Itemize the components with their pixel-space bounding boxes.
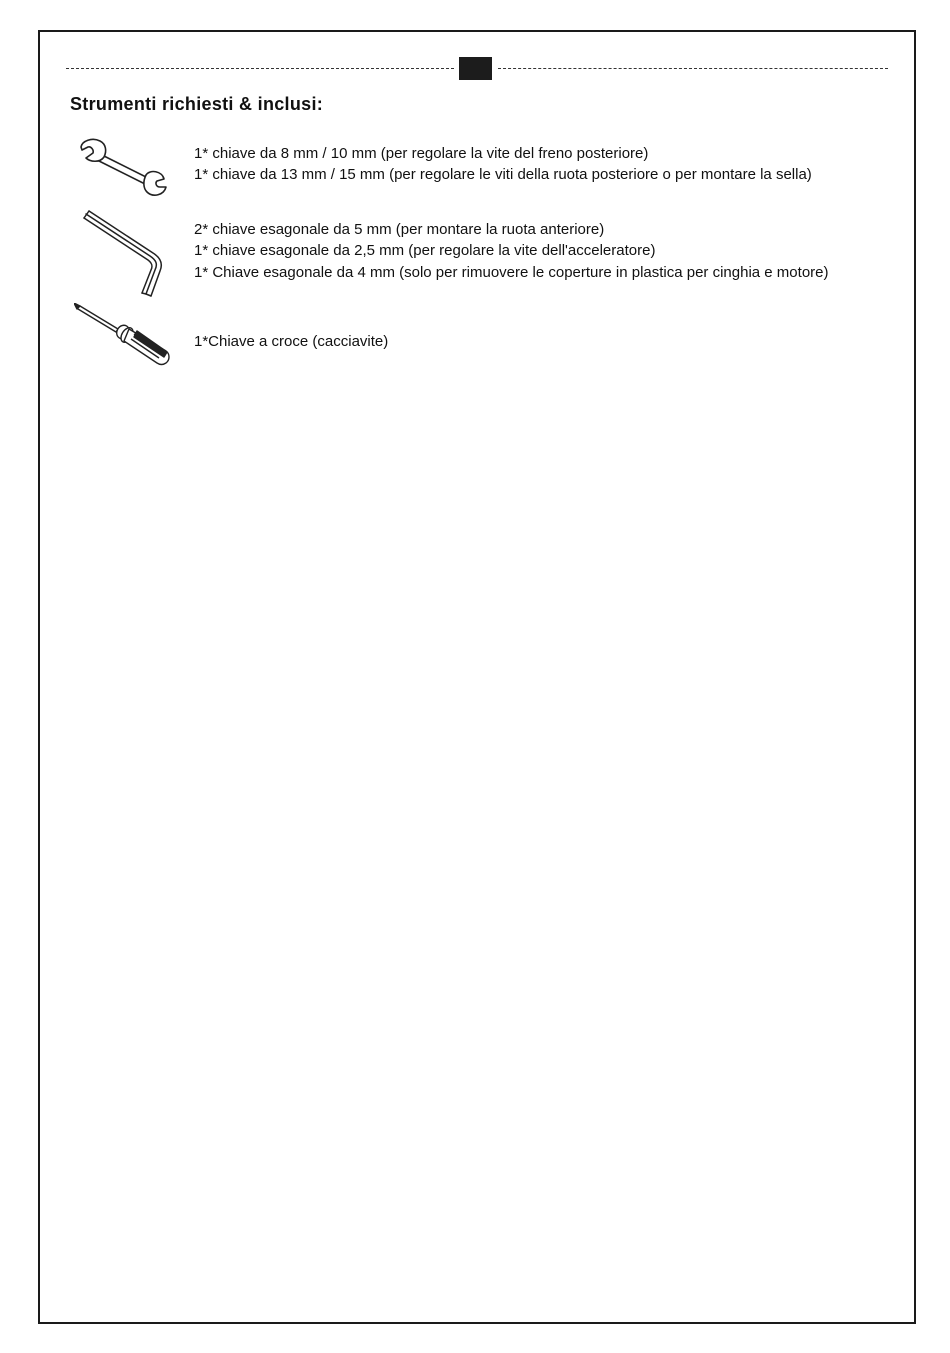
section-marker (459, 57, 492, 80)
hex-key-icon (82, 210, 172, 298)
wrench-line-2: 1* chiave da 13 mm / 15 mm (per regolare le viti della ruota posteriore o per montare la sella) (194, 166, 812, 183)
hex-key-line-2: 1* chiave esagonale da 2,5 mm (per regolare la vite dell'acceleratore) (194, 242, 656, 259)
hex-key-line-1: 2* chiave esagonale da 5 mm (per montare la ruota anteriore) (194, 221, 605, 238)
wrench-line-1: 1* chiave da 8 mm / 10 mm (per regolare la vite del freno posteriore) (194, 145, 649, 162)
hex-key-line-3: 1* Chiave esagonale da 4 mm (solo per rimuovere le coperture in plastica per cinghia e motore) (194, 264, 829, 281)
screwdriver-line-1: 1*Chiave a croce (cacciavite) (194, 333, 389, 350)
wrench-icon (76, 135, 172, 201)
section-divider-left (66, 68, 454, 69)
section-divider-right (498, 68, 888, 69)
section-title: Strumenti richiesti & inclusi: (70, 94, 324, 114)
screwdriver-icon (74, 303, 174, 369)
